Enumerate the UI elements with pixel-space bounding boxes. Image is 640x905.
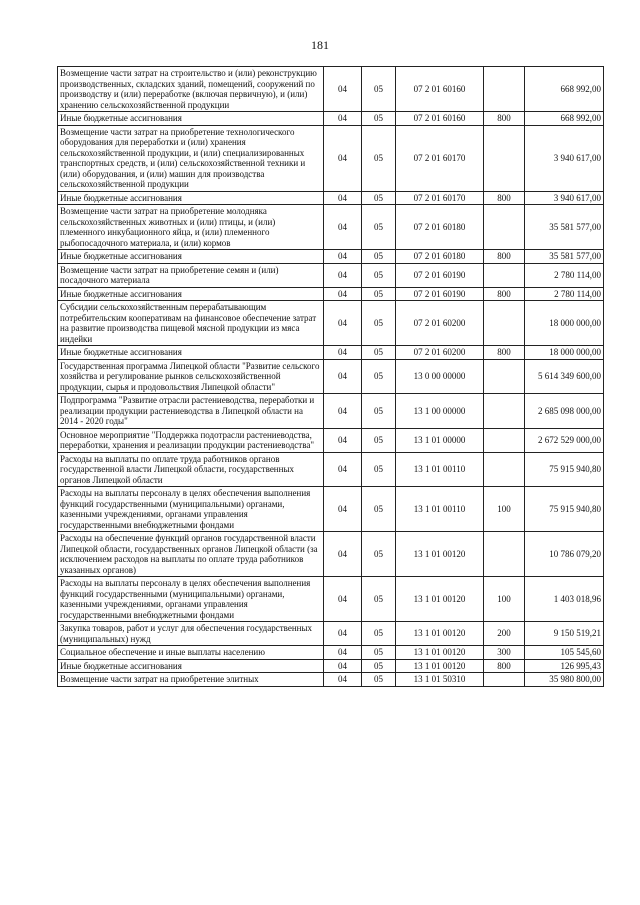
section-code-cell: 04	[324, 205, 362, 250]
target-article-cell: 13 0 00 00000	[396, 359, 484, 394]
table-row	[58, 487, 604, 532]
section-code-cell: 04	[324, 428, 362, 452]
table-row	[58, 67, 604, 112]
row-name-cell: Субсидии сельскохозяйственным перерабатывающим потребительским кооперативам на финансовое обеспечение затрат на развитие производства пищевой мясной продукции из мяса индейки	[58, 301, 324, 346]
table-row	[58, 125, 604, 191]
table-row	[58, 577, 604, 622]
section-code-cell: 04	[324, 301, 362, 346]
target-article-cell: 07 2 01 60190	[396, 263, 484, 287]
row-name-cell: Иные бюджетные ассигнования	[58, 191, 324, 205]
row-name-cell: Закупка товаров, работ и услуг для обеспечения государственных (муниципальных) нужд	[58, 622, 324, 646]
expense-type-cell: 800	[484, 346, 525, 360]
page-number: 181	[311, 38, 329, 52]
target-article-cell: 13 1 00 00000	[396, 394, 484, 429]
target-article-cell: 07 2 01 60180	[396, 250, 484, 264]
amount-cell: 75 915 940,80	[525, 452, 604, 487]
row-name-cell: Иные бюджетные ассигнования	[58, 112, 324, 126]
subsection-code-cell: 05	[362, 487, 396, 532]
row-name-cell: Возмещение части затрат на приобретение молодняка сельскохозяйственных животных и (или) птицы, и (или) племенного инкубационного яйца, и (или) племенного рыбопосадочного материала, и (или) кормов	[58, 205, 324, 250]
amount-cell: 1 403 018,96	[525, 577, 604, 622]
subsection-code-cell: 05	[362, 250, 396, 264]
amount-cell: 126 995,43	[525, 659, 604, 673]
amount-cell: 35 581 577,00	[525, 250, 604, 264]
subsection-code-cell: 05	[362, 191, 396, 205]
section-code-cell: 04	[324, 346, 362, 360]
section-code-cell: 04	[324, 673, 362, 687]
subsection-code-cell: 05	[362, 346, 396, 360]
amount-cell: 5 614 349 600,00	[525, 359, 604, 394]
row-name-cell: Расходы на выплаты персоналу в целях обеспечения выполнения функций государственными (муниципальными) органами, казенными учреждениями, органами управления государственными внебюджетными фондами	[58, 577, 324, 622]
row-name-cell: Государственная программа Липецкой области "Развитие сельского хозяйства и регулирование рынков сельскохозяйственной продукции, сырья и продовольствия Липецкой области"	[58, 359, 324, 394]
budget-table-body	[58, 67, 604, 687]
row-name-cell: Расходы на обеспечение функций органов государственной власти Липецкой области, государственных органов Липецкой области (за исключением расходов на выплаты по оплате труда работников указанных органов)	[58, 532, 324, 577]
subsection-code-cell: 05	[362, 112, 396, 126]
section-code-cell: 04	[324, 191, 362, 205]
row-name-cell: Возмещение части затрат на строительство и (или) реконструкцию производственных, складских зданий, помещений, сооружений по производству и (или) переработке (включая первичную), и (или) хранению сельскохозяйственной продукции	[58, 67, 324, 112]
amount-cell: 2 780 114,00	[525, 263, 604, 287]
amount-cell: 75 915 940,80	[525, 487, 604, 532]
subsection-code-cell: 05	[362, 67, 396, 112]
subsection-code-cell: 05	[362, 622, 396, 646]
expense-type-cell	[484, 205, 525, 250]
section-code-cell: 04	[324, 287, 362, 301]
expense-type-cell	[484, 67, 525, 112]
expense-type-cell: 100	[484, 577, 525, 622]
section-code-cell: 04	[324, 646, 362, 660]
subsection-code-cell: 05	[362, 659, 396, 673]
section-code-cell: 04	[324, 622, 362, 646]
expense-type-cell	[484, 532, 525, 577]
expense-type-cell	[484, 673, 525, 687]
row-name-cell: Иные бюджетные ассигнования	[58, 659, 324, 673]
subsection-code-cell: 05	[362, 673, 396, 687]
section-code-cell: 04	[324, 452, 362, 487]
table-row	[58, 205, 604, 250]
table-row	[58, 263, 604, 287]
expense-type-cell: 800	[484, 250, 525, 264]
amount-cell: 35 980 800,00	[525, 673, 604, 687]
target-article-cell: 13 1 01 00110	[396, 487, 484, 532]
row-name-cell: Возмещение части затрат на приобретение технологического оборудования для переработки и (или) хранения сельскохозяйственной продукции, и (или) специализированных транспортных средств, и (или) сельскохозяйственной техники и (или) оборудования, и (или) машин для производства сельскохозяйственной продукции	[58, 125, 324, 191]
row-name-cell: Подпрограмма "Развитие отрасли растениеводства, переработки и реализации продукции растениеводства в Липецкой области на 2014 - 2020 годы"	[58, 394, 324, 429]
expense-type-cell	[484, 359, 525, 394]
subsection-code-cell: 05	[362, 301, 396, 346]
table-row	[58, 301, 604, 346]
target-article-cell: 13 1 01 50310	[396, 673, 484, 687]
table-row	[58, 452, 604, 487]
expense-type-cell: 800	[484, 112, 525, 126]
target-article-cell: 07 2 01 60180	[396, 205, 484, 250]
row-name-cell: Расходы на выплаты персоналу в целях обеспечения выполнения функций государственными (муниципальными) органами, казенными учреждениями, органами управления государственными внебюджетными фондами	[58, 487, 324, 532]
target-article-cell: 07 2 01 60160	[396, 67, 484, 112]
amount-cell: 2 672 529 000,00	[525, 428, 604, 452]
expense-type-cell	[484, 125, 525, 191]
amount-cell: 10 786 079,20	[525, 532, 604, 577]
row-name-cell: Возмещение части затрат на приобретение семян и (или) посадочного материала	[58, 263, 324, 287]
section-code-cell: 04	[324, 577, 362, 622]
section-code-cell: 04	[324, 487, 362, 532]
row-name-cell: Основное мероприятие "Поддержка подотрасли растениеводства, переработки, хранения и реализации продукции растениеводства"	[58, 428, 324, 452]
target-article-cell: 13 1 01 00120	[396, 646, 484, 660]
expense-type-cell: 200	[484, 622, 525, 646]
target-article-cell: 07 2 01 60190	[396, 287, 484, 301]
subsection-code-cell: 05	[362, 125, 396, 191]
amount-cell: 668 992,00	[525, 112, 604, 126]
table-row	[58, 532, 604, 577]
target-article-cell: 07 2 01 60160	[396, 112, 484, 126]
section-code-cell: 04	[324, 67, 362, 112]
row-name-cell: Расходы на выплаты по оплате труда работников органов государственной власти Липецкой области, государственных органов Липецкой области	[58, 452, 324, 487]
expense-type-cell	[484, 301, 525, 346]
target-article-cell: 13 1 01 00000	[396, 428, 484, 452]
target-article-cell: 07 2 01 60200	[396, 301, 484, 346]
section-code-cell: 04	[324, 659, 362, 673]
row-name-cell: Иные бюджетные ассигнования	[58, 250, 324, 264]
expense-type-cell: 300	[484, 646, 525, 660]
target-article-cell: 13 1 01 00120	[396, 659, 484, 673]
budget-table	[57, 66, 604, 687]
subsection-code-cell: 05	[362, 287, 396, 301]
subsection-code-cell: 05	[362, 577, 396, 622]
subsection-code-cell: 05	[362, 452, 396, 487]
table-row	[58, 346, 604, 360]
target-article-cell: 07 2 01 60170	[396, 191, 484, 205]
target-article-cell: 13 1 01 00120	[396, 532, 484, 577]
table-row	[58, 287, 604, 301]
target-article-cell: 13 1 01 00120	[396, 622, 484, 646]
amount-cell: 9 150 519,21	[525, 622, 604, 646]
table-row	[58, 646, 604, 660]
expense-type-cell	[484, 452, 525, 487]
target-article-cell: 13 1 01 00110	[396, 452, 484, 487]
target-article-cell: 07 2 01 60170	[396, 125, 484, 191]
table-row	[58, 191, 604, 205]
section-code-cell: 04	[324, 532, 362, 577]
expense-type-cell	[484, 394, 525, 429]
table-row	[58, 659, 604, 673]
target-article-cell: 07 2 01 60200	[396, 346, 484, 360]
amount-cell: 2 685 098 000,00	[525, 394, 604, 429]
amount-cell: 105 545,60	[525, 646, 604, 660]
section-code-cell: 04	[324, 250, 362, 264]
subsection-code-cell: 05	[362, 263, 396, 287]
row-name-cell: Иные бюджетные ассигнования	[58, 287, 324, 301]
amount-cell: 2 780 114,00	[525, 287, 604, 301]
expense-type-cell	[484, 428, 525, 452]
row-name-cell: Возмещение части затрат на приобретение элитных	[58, 673, 324, 687]
table-row	[58, 673, 604, 687]
subsection-code-cell: 05	[362, 532, 396, 577]
section-code-cell: 04	[324, 394, 362, 429]
subsection-code-cell: 05	[362, 428, 396, 452]
expense-type-cell: 800	[484, 191, 525, 205]
target-article-cell: 13 1 01 00120	[396, 577, 484, 622]
subsection-code-cell: 05	[362, 646, 396, 660]
table-row	[58, 394, 604, 429]
table-row	[58, 112, 604, 126]
amount-cell: 3 940 617,00	[525, 125, 604, 191]
row-name-cell: Социальное обеспечение и иные выплаты населению	[58, 646, 324, 660]
table-row	[58, 428, 604, 452]
section-code-cell: 04	[324, 263, 362, 287]
table-row	[58, 250, 604, 264]
amount-cell: 18 000 000,00	[525, 301, 604, 346]
expense-type-cell: 100	[484, 487, 525, 532]
amount-cell: 35 581 577,00	[525, 205, 604, 250]
row-name-cell: Иные бюджетные ассигнования	[58, 346, 324, 360]
expense-type-cell	[484, 263, 525, 287]
section-code-cell: 04	[324, 112, 362, 126]
section-code-cell: 04	[324, 125, 362, 191]
amount-cell: 18 000 000,00	[525, 346, 604, 360]
expense-type-cell: 800	[484, 287, 525, 301]
subsection-code-cell: 05	[362, 394, 396, 429]
section-code-cell: 04	[324, 359, 362, 394]
table-row	[58, 622, 604, 646]
subsection-code-cell: 05	[362, 205, 396, 250]
amount-cell: 3 940 617,00	[525, 191, 604, 205]
table-row	[58, 359, 604, 394]
subsection-code-cell: 05	[362, 359, 396, 394]
amount-cell: 668 992,00	[525, 67, 604, 112]
expense-type-cell: 800	[484, 659, 525, 673]
